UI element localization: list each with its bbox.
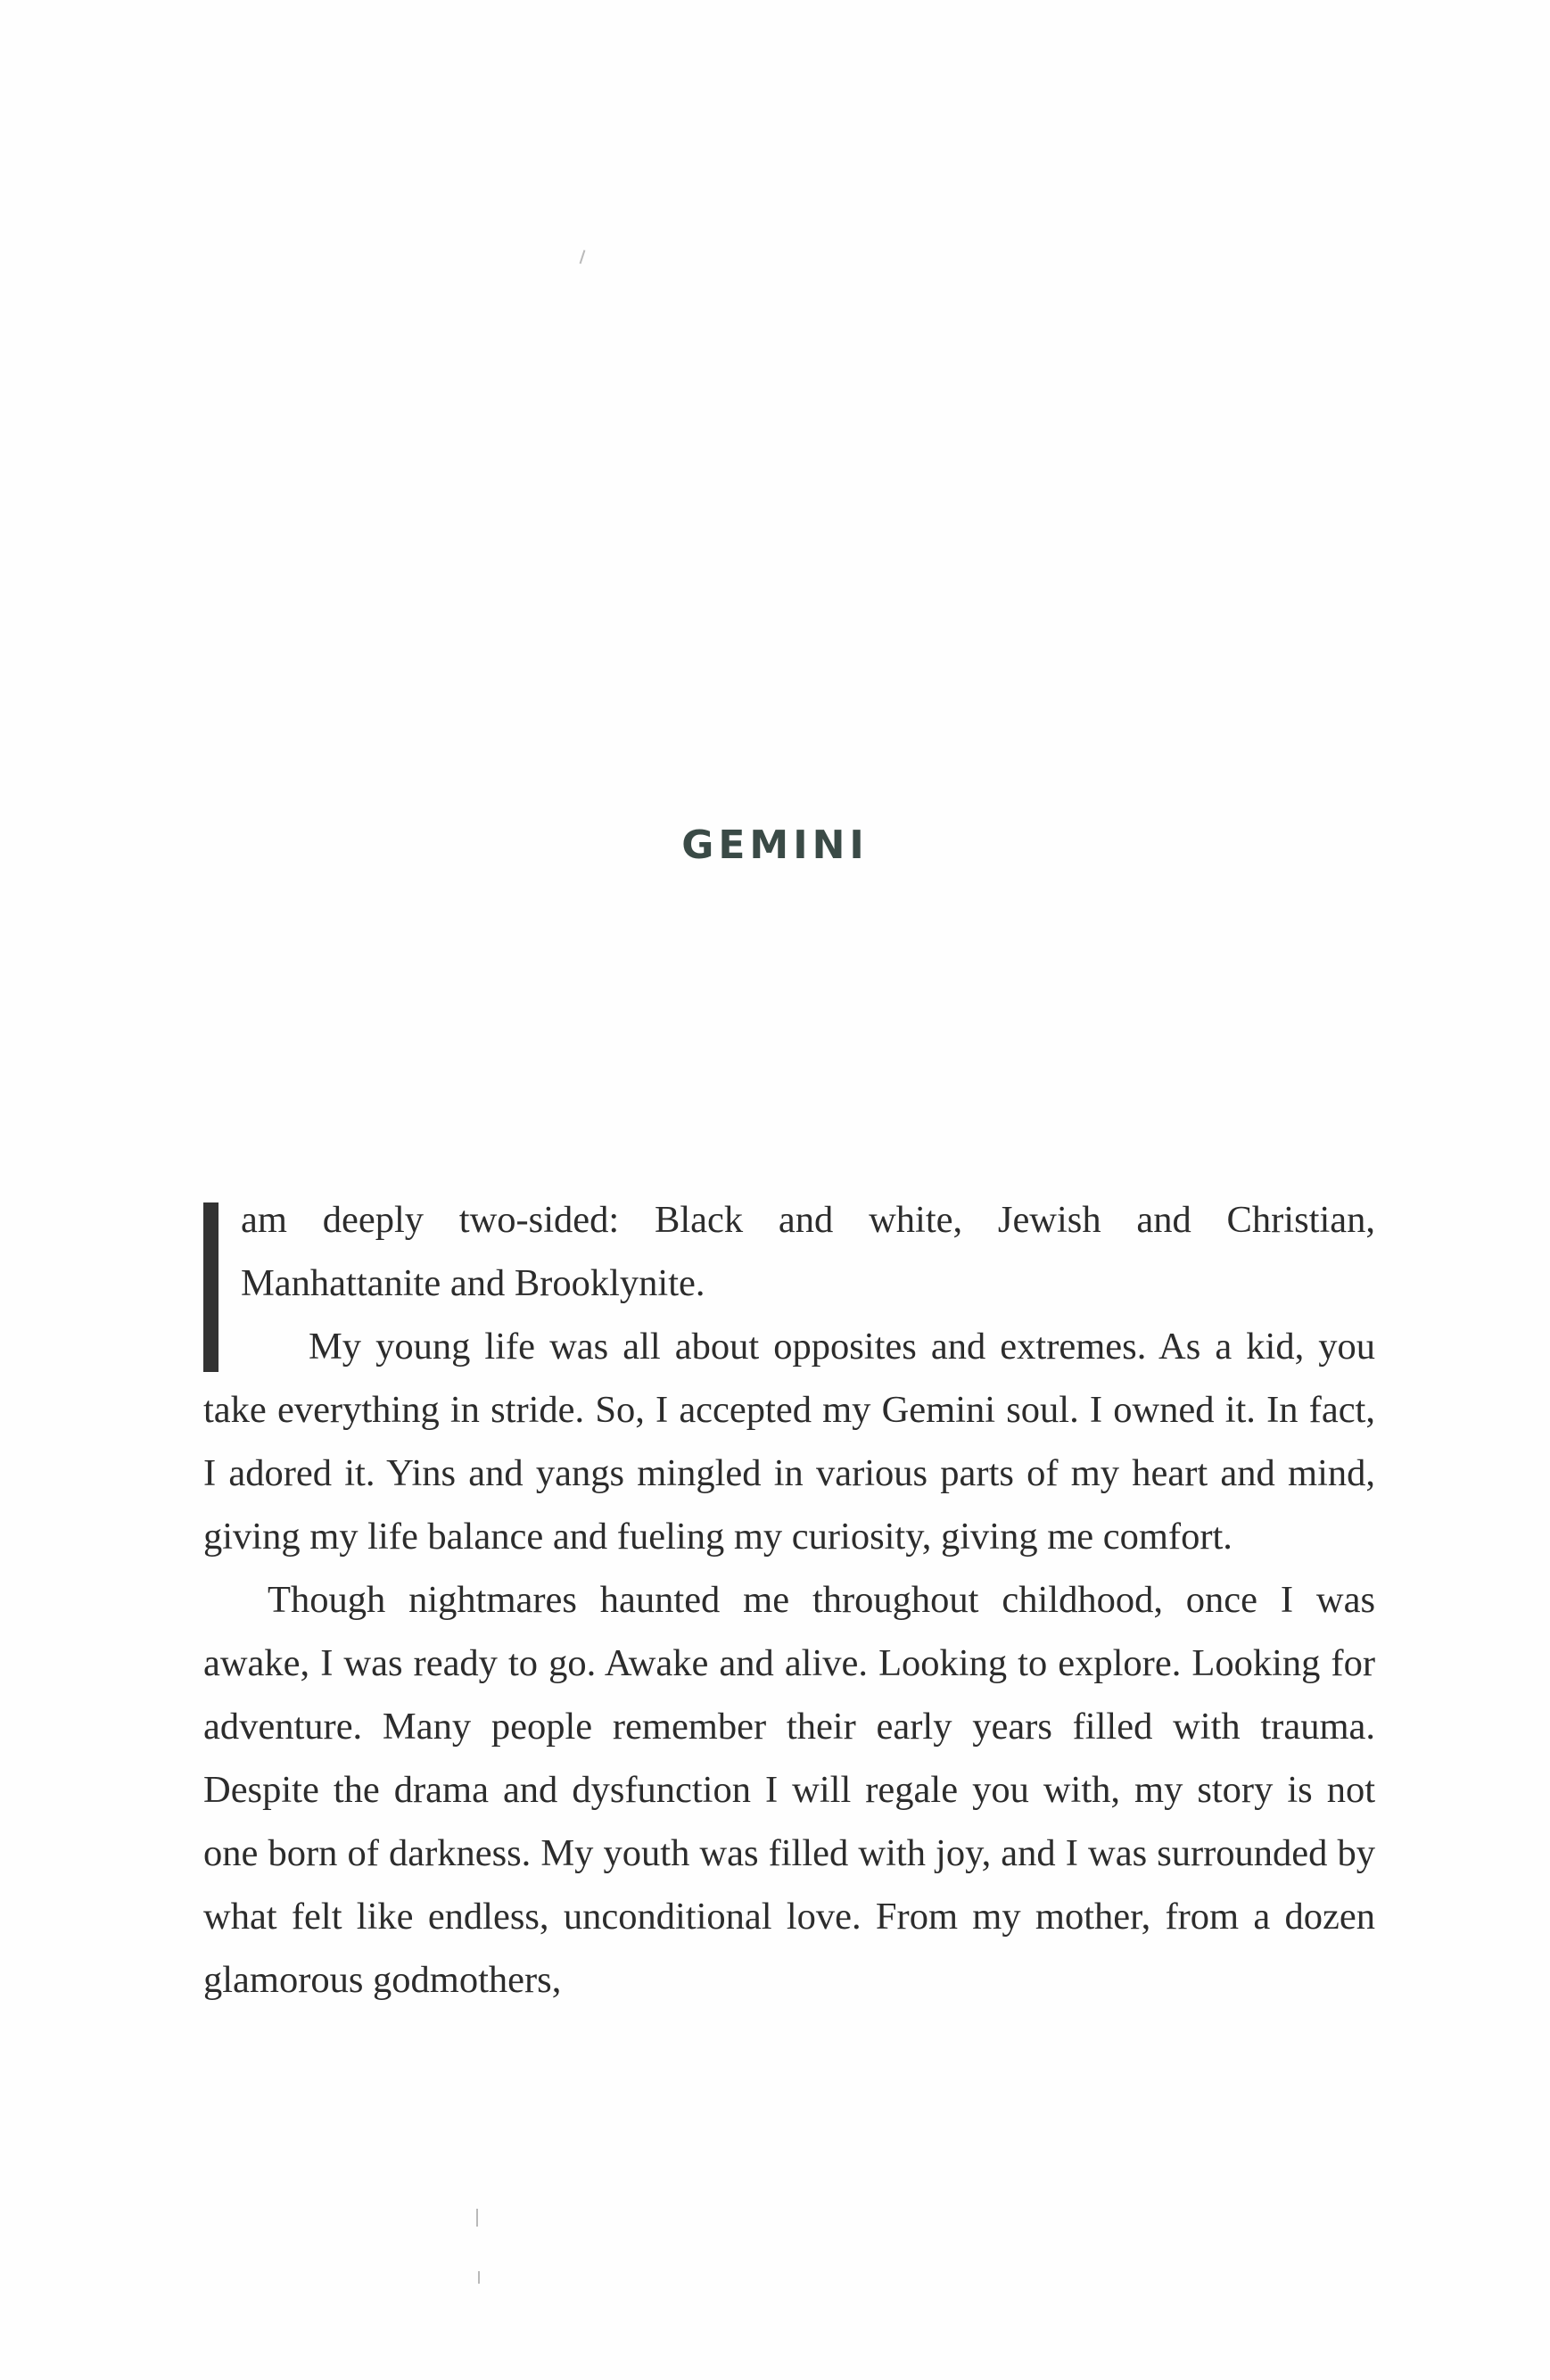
- chapter-title: GEMINI: [681, 822, 869, 868]
- scan-mark-bottom-1: [476, 2209, 478, 2227]
- opening-paragraph: [203, 1188, 1375, 1315]
- paragraph: Though nightmares haunted me throughout childhood, once I was awake, I was ready to go. Awake and alive. Looking to explore. Looking for adventure. Many people remember their early years filled with trauma. Despite the drama and dysfunction I will regale you with, my story is not one born of darkness. My youth was filled with joy, and I was surrounded by what felt like endless, unconditional love. From my mother, from a dozen glamorous godmothers,: [203, 1579, 1375, 2001]
- chapter-body: [203, 1188, 1375, 2012]
- scan-mark-bottom-2: [478, 2271, 480, 2284]
- paragraph-text: My young life was all about opposites and extremes. As a kid, you take everything in stride. So, I accepted my Gemini soul. I owned it. In fact, I adored it. Yins and yangs mingled in various parts of my heart and mind, giving my life balance and fueling my curiosity, giving me comfort.: [203, 1326, 1375, 1558]
- scan-mark-top: [580, 250, 586, 264]
- drop-cap-letter: [203, 1202, 218, 1372]
- opening-paragraph-text: am deeply two-sided: Black and white, Jewish and Christian, Manhattanite and Brooklynite.: [241, 1199, 1375, 1304]
- paragraph: [203, 1315, 1375, 1568]
